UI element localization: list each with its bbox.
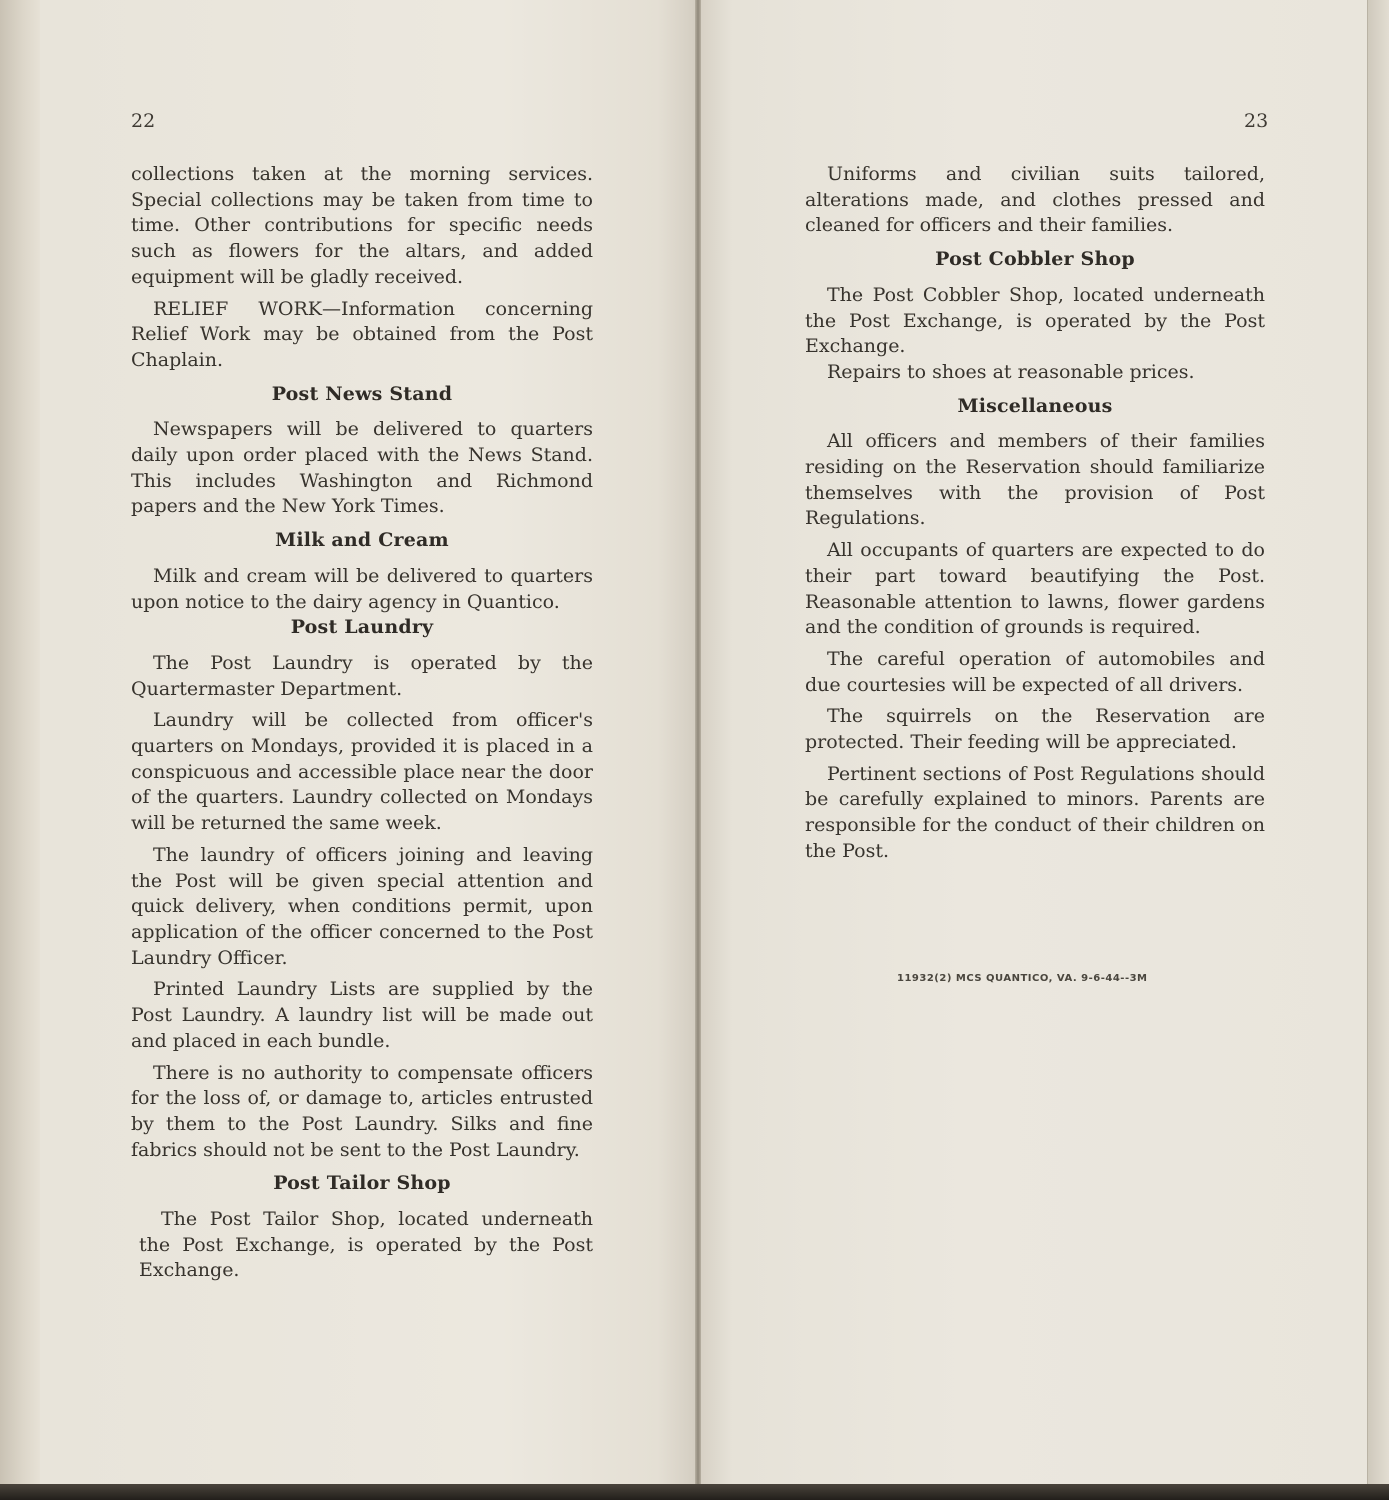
paragraph: Newspapers will be delivered to quarters daily upon order placed with the News Stand. This includes Washington and Richmond papers and the New York Times. [131,418,593,518]
cover-bottom-edge [0,1484,1389,1500]
paragraph: Pertinent sections of Post Regulations should be carefully explained to minors. Parents are responsible for the conduct of their children on the Post. [805,762,1265,862]
paragraph: All officers and members of their families residing on the Reservation should familiarize themselves with the provision of Post Regulations. [805,430,1265,530]
section-heading-cobbler-shop: Post Cobbler Shop [935,248,1135,271]
book-gutter [695,0,701,1490]
printer-imprint: 11932(2) MCS QUANTICO, VA. 9-6-44--3M [897,973,1148,984]
page-number-left: 22 [131,110,156,132]
paragraph: All occupants of quarters are expected to do their part toward beautifying the Post. Reasonable attention to lawns, flower gardens and the condition of grounds is required. [805,539,1265,639]
section-heading-post-laundry: Post Laundry [290,616,434,639]
section-post-tailor-shop [131,1171,593,1284]
section-heading-news-stand: Post News Stand [271,382,453,405]
paragraph: The careful operation of automobiles and due courtesies will be expected of all drivers. [805,647,1265,696]
page-stack-edge-right [1367,0,1389,1500]
paragraph: The Post Tailor Shop, located underneath the Post Exchange, is operated by the Post Exchange. [139,1208,593,1282]
paragraph: Milk and cream will be delivered to quarters upon notice to the dairy agency in Quantico. [131,564,593,613]
paragraph: The Post Cobbler Shop, located underneath the Post Exchange, is operated by the Post Exchange. [805,283,1265,358]
section-heading-milk-cream: Milk and Cream [275,529,449,552]
paragraph: collections taken at the morning services. Special collections may be taken from time to time. Other contributions for specific needs such as flowers for the altars, and added equipment will be gladly received. [131,163,593,288]
paragraph: Uniforms and civilian suits tailored, alterations made, and clothes pressed and cleaned for officers and their families. [805,163,1265,237]
right-page-text [805,162,1265,871]
paragraph: The squirrels on the Reservation are protected. Their feeding will be appreciated. [805,705,1265,754]
paragraph-relief-work: RELIEF WORK—Information concerning Relief Work may be obtained from the Post Chaplain. [131,297,593,371]
page-number-right: 23 [1244,110,1269,132]
paragraph: Laundry will be collected from officer's quarters on Mondays, provided it is placed in a conspicuous and accessible place near the door of the quarters. Laundry collected on Mondays will be returned the same week. [131,709,593,835]
paragraph: The Post Laundry is operated by the Quartermaster Department. [131,651,593,700]
section-heading-tailor-shop: Post Tailor Shop [273,1172,451,1195]
paragraph: Repairs to shoes at reasonable prices. [827,360,1195,383]
page-stack-edge-left [0,0,41,1500]
paragraph: There is no authority to compensate officers for the loss of, or damage to, articles entrusted by them to the Post Laundry. Silks and fine fabrics should not be sent to the Post Laundry. [131,1061,593,1161]
section-heading-miscellaneous: Miscellaneous [957,394,1113,417]
left-page-text [131,162,593,1290]
paragraph: The laundry of officers joining and leaving the Post will be given special attention and quick delivery, when conditions permit, upon application of the officer concerned to the Post Laundry Officer. [131,843,593,969]
paragraph: Printed Laundry Lists are supplied by the Post Laundry. A laundry list will be made out and placed in each bundle. [131,978,593,1052]
